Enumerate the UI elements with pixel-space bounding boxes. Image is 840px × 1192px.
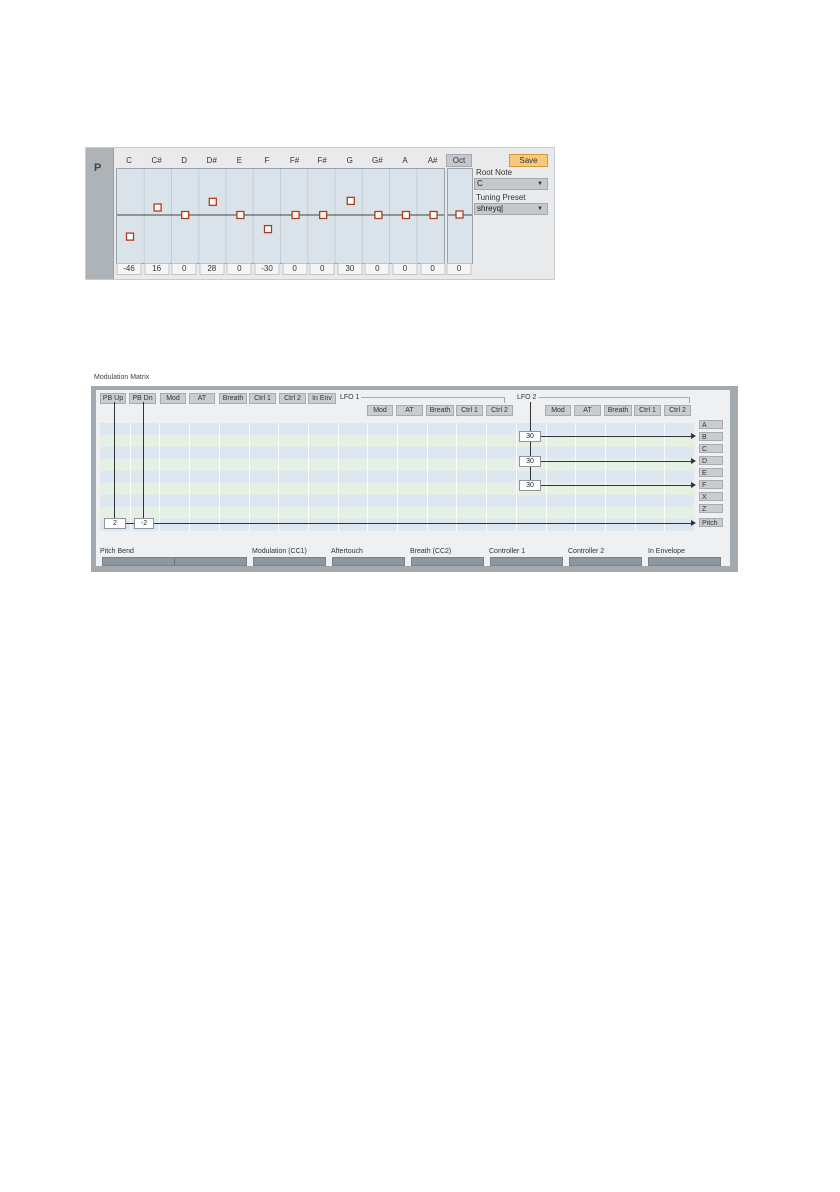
tuning-handle-9[interactable] <box>375 212 382 219</box>
tuning-handle-11[interactable] <box>430 212 437 219</box>
controller-label-aftertouch: Aftertouch <box>331 548 363 555</box>
tuning-preset-value: shreyq| <box>477 204 504 213</box>
tuning-value-2[interactable]: 0 <box>172 263 197 275</box>
octave-value[interactable]: 0 <box>447 263 472 275</box>
tuning-value-0[interactable]: -46 <box>117 263 142 275</box>
tuning-value-3[interactable]: 28 <box>199 263 224 275</box>
lfo2-source-ctrl-2[interactable]: Ctrl 2 <box>664 405 691 416</box>
tuning-value-4[interactable]: 0 <box>227 263 252 275</box>
panel-sidebar <box>86 148 114 279</box>
grid-column-line <box>308 423 309 531</box>
grid-column-line <box>427 423 428 531</box>
grid-column-line <box>664 423 665 531</box>
tuning-plot-svg[interactable] <box>117 169 444 263</box>
controller-label-pitch-bend: Pitch Bend <box>100 548 134 555</box>
f-arrow-icon <box>691 482 696 488</box>
tuning-preset-label: Tuning Preset <box>476 193 526 202</box>
controller-label-ctrl-1: Controller 1 <box>489 548 526 555</box>
matrix-grid[interactable] <box>100 423 694 531</box>
lfo2-b-line <box>540 436 691 437</box>
octave-slider-handle[interactable] <box>456 211 463 218</box>
dest-c[interactable]: C <box>699 444 723 453</box>
tuning-handle-0[interactable] <box>127 233 134 240</box>
modulation-matrix-inner <box>96 390 730 566</box>
dest-f[interactable]: F <box>699 480 723 489</box>
pitch-arrow-icon <box>691 520 696 526</box>
grid-column-line <box>516 423 517 531</box>
source-pb-up[interactable]: PB Up <box>100 393 126 404</box>
tuning-handle-7[interactable] <box>320 212 327 219</box>
dest-pitch[interactable]: Pitch <box>699 518 723 527</box>
lfo2-f-line <box>540 485 691 486</box>
tuning-preset-dropdown[interactable] <box>474 203 548 215</box>
grid-column-line <box>278 423 279 531</box>
lfo2-source-breath[interactable]: Breath <box>604 405 632 416</box>
chevron-down-icon: ▼ <box>537 206 543 212</box>
controller-label-breath: Breath (CC2) <box>410 548 452 555</box>
controller-2-meter <box>569 557 642 566</box>
tuning-value-11[interactable]: 0 <box>420 263 445 275</box>
note-label-4: E <box>236 156 243 165</box>
grid-column-line <box>486 423 487 531</box>
note-label-6: F# <box>289 156 300 165</box>
lfo2-source-at[interactable]: AT <box>574 405 601 416</box>
tuning-handle-8[interactable] <box>347 197 354 204</box>
source-breath[interactable]: Breath <box>219 393 247 404</box>
lfo1-source-at[interactable]: AT <box>396 405 423 416</box>
lfo2-source-ctrl-1[interactable]: Ctrl 1 <box>634 405 661 416</box>
lfo2-f-amount[interactable]: 30 <box>519 480 541 491</box>
tuning-value-10[interactable]: 0 <box>393 263 418 275</box>
controller-1-meter <box>490 557 563 566</box>
tuning-value-1[interactable]: 16 <box>144 263 169 275</box>
octave-plot[interactable] <box>447 168 473 264</box>
note-label-0: C <box>126 156 132 165</box>
pitch-connector-line <box>126 523 691 524</box>
tuning-handle-3[interactable] <box>209 198 216 205</box>
controller-label-in-envelope: In Envelope <box>648 548 685 555</box>
tuning-handle-6[interactable] <box>292 212 299 219</box>
pitch-bend-center-mark <box>174 558 175 565</box>
lfo1-bracket <box>361 397 505 398</box>
lfo2-d-amount[interactable]: 30 <box>519 456 541 467</box>
lfo2-connector <box>530 402 531 484</box>
note-label-1: C# <box>151 156 162 165</box>
tuning-handle-1[interactable] <box>154 204 161 211</box>
grid-column-line <box>159 423 160 531</box>
panel-sidebar-label: P <box>94 162 102 174</box>
modulation-meter <box>253 557 326 566</box>
grid-column-line <box>635 423 636 531</box>
tuning-handle-10[interactable] <box>403 212 410 219</box>
source-at[interactable]: AT <box>189 393 215 404</box>
source-in-env[interactable]: In Env <box>308 393 336 404</box>
source-pb-dn[interactable]: PB Dn <box>129 393 156 404</box>
note-label-5: F <box>264 156 270 165</box>
dest-d[interactable]: D <box>699 456 723 465</box>
lfo1-source-ctrl-1[interactable]: Ctrl 1 <box>456 405 483 416</box>
in-envelope-meter <box>648 557 721 566</box>
pb-dn-amount[interactable]: -2 <box>134 518 154 529</box>
note-label-11: A# <box>427 156 438 165</box>
note-label-3: D# <box>206 156 217 165</box>
tuning-handle-2[interactable] <box>182 212 189 219</box>
lfo2-bracket <box>539 397 689 398</box>
d-arrow-icon <box>691 458 696 464</box>
pb-up-connector <box>114 402 115 518</box>
tuning-handle-5[interactable] <box>265 226 272 233</box>
pb-up-amount[interactable]: 2 <box>104 518 126 529</box>
note-label-8: G <box>346 156 353 165</box>
source-ctrl-2[interactable]: Ctrl 2 <box>279 393 306 404</box>
grid-column-line <box>546 423 547 531</box>
dest-x[interactable]: X <box>699 492 723 501</box>
dest-z[interactable]: Z <box>699 504 723 513</box>
root-note-value: C <box>477 179 483 188</box>
grid-column-line <box>189 423 190 531</box>
pitch-bend-meter <box>102 557 247 566</box>
grid-column-line <box>367 423 368 531</box>
controller-label-modulation: Modulation (CC1) <box>252 548 307 555</box>
modulation-matrix <box>91 386 738 572</box>
tuning-handle-4[interactable] <box>237 212 244 219</box>
grid-column-line <box>397 423 398 531</box>
source-ctrl-1[interactable]: Ctrl 1 <box>249 393 276 404</box>
root-note-dropdown[interactable] <box>474 178 548 190</box>
aftertouch-meter <box>332 557 405 566</box>
lfo2-d-line <box>540 461 691 462</box>
note-label-9: G# <box>372 156 383 165</box>
b-arrow-icon <box>691 433 696 439</box>
grid-column-line <box>338 423 339 531</box>
tuning-value-5[interactable]: -30 <box>255 263 280 275</box>
breath-meter <box>411 557 484 566</box>
octave-label: Oct <box>446 154 472 167</box>
grid-column-line <box>575 423 576 531</box>
source-mod[interactable]: Mod <box>160 393 186 404</box>
modulation-matrix-title: Modulation Matrix <box>94 374 150 381</box>
lfo2-bracket-end <box>689 397 690 403</box>
lfo2-label: LFO 2 <box>517 394 537 401</box>
pb-dn-connector <box>143 402 144 518</box>
tuning-value-9[interactable]: 0 <box>365 263 390 275</box>
grid-column-line <box>605 423 606 531</box>
lfo2-source-mod[interactable]: Mod <box>545 405 571 416</box>
lfo2-b-amount[interactable]: 30 <box>519 431 541 442</box>
tuning-panel <box>85 147 555 280</box>
grid-column-line <box>456 423 457 531</box>
dest-b[interactable]: B <box>699 432 723 441</box>
tuning-value-6[interactable]: 0 <box>282 263 307 275</box>
tuning-value-7[interactable]: 0 <box>310 263 335 275</box>
octave-plot-svg[interactable] <box>448 169 472 263</box>
lfo1-label: LFO 1 <box>340 394 360 401</box>
root-note-label: Root Note <box>476 168 513 177</box>
controller-label-ctrl-2: Controller 2 <box>568 548 605 555</box>
tuning-plot[interactable] <box>116 168 445 264</box>
note-label-2: D <box>181 156 188 165</box>
grid-column-line <box>249 423 250 531</box>
lfo1-source-breath[interactable]: Breath <box>426 405 454 416</box>
lfo1-bracket-end <box>504 397 505 403</box>
lfo1-source-ctrl-2[interactable]: Ctrl 2 <box>486 405 513 416</box>
dest-e[interactable]: E <box>699 468 723 477</box>
grid-column-line <box>130 423 131 531</box>
save-button[interactable]: Save <box>509 154 548 167</box>
dest-a[interactable]: A <box>699 420 723 429</box>
note-label-7: F# <box>317 156 327 165</box>
lfo1-source-mod[interactable]: Mod <box>367 405 393 416</box>
grid-column-line <box>219 423 220 531</box>
note-label-10: A <box>402 156 408 165</box>
chevron-down-icon: ▼ <box>537 181 543 187</box>
tuning-value-8[interactable]: 30 <box>337 263 362 275</box>
